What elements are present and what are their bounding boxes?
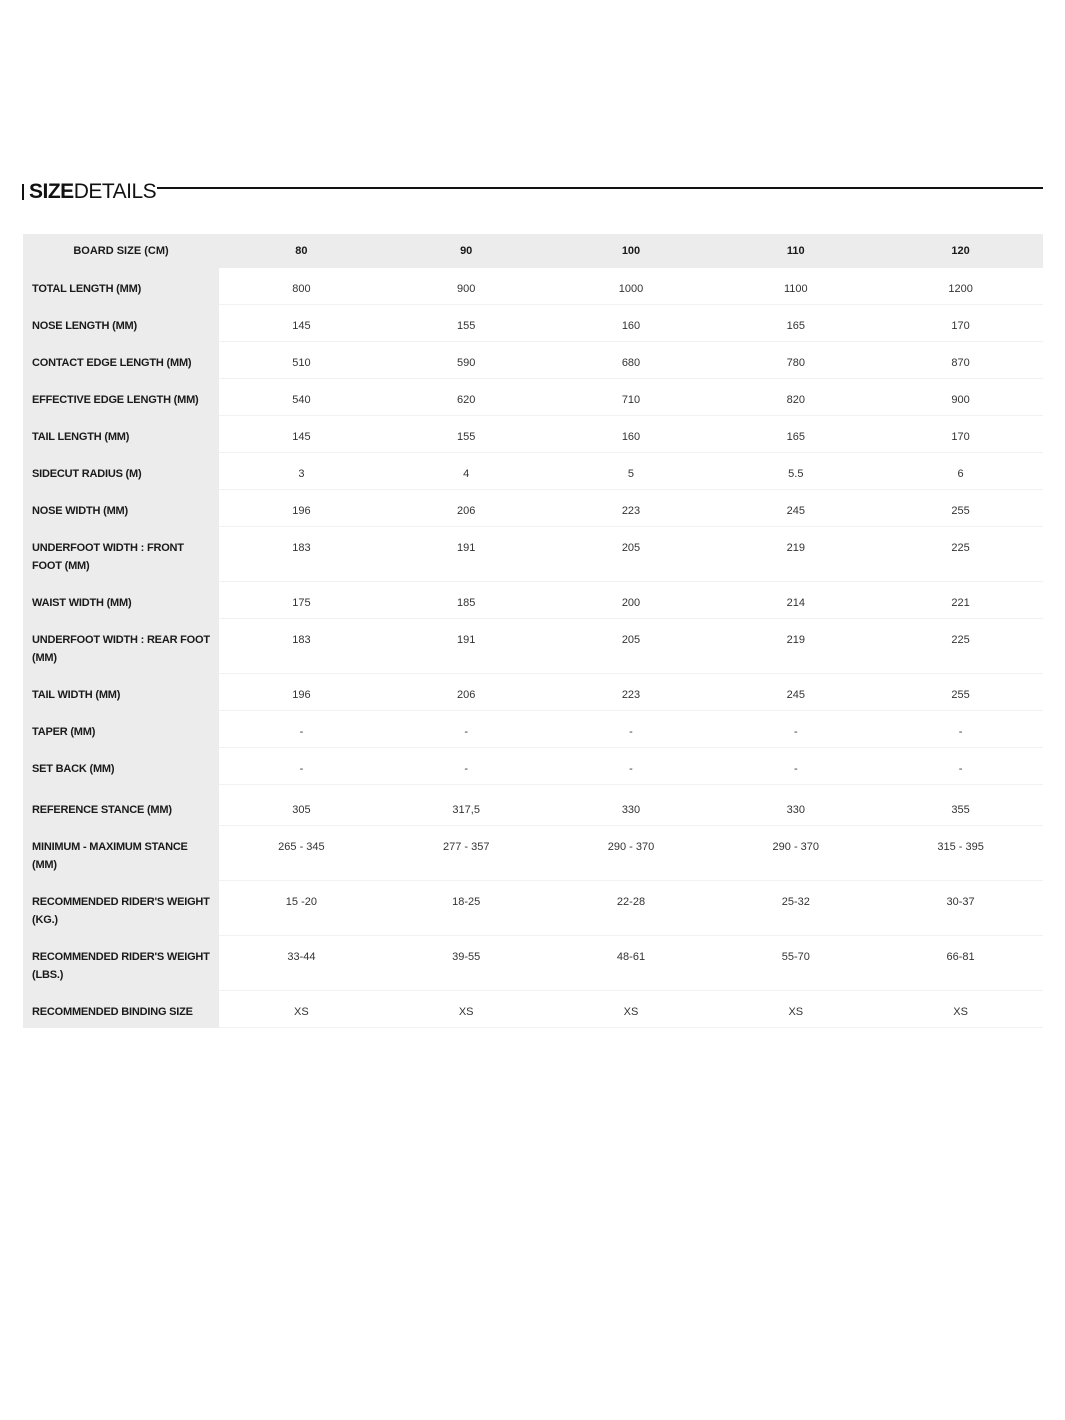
row-label: TAIL WIDTH (MM) bbox=[23, 674, 219, 711]
value-cell: - bbox=[549, 748, 714, 785]
value-cell: 48-61 bbox=[549, 936, 714, 991]
value-cell: 330 bbox=[713, 789, 878, 826]
value-cell: 183 bbox=[219, 527, 384, 582]
value-cell: XS bbox=[384, 991, 549, 1028]
value-cell: 820 bbox=[713, 379, 878, 416]
header-cell: 90 bbox=[384, 234, 549, 268]
value-cell: 191 bbox=[384, 527, 549, 582]
table-row bbox=[23, 991, 1043, 1028]
table-row bbox=[23, 674, 1043, 711]
value-cell: 30-37 bbox=[878, 881, 1043, 936]
value-cell: 55-70 bbox=[713, 936, 878, 991]
value-cell: 200 bbox=[549, 582, 714, 619]
value-cell: - bbox=[878, 711, 1043, 748]
row-label: REFERENCE STANCE (MM) bbox=[23, 789, 219, 826]
value-cell: 290 - 370 bbox=[713, 826, 878, 881]
value-cell: 1000 bbox=[549, 268, 714, 305]
row-label: RECOMMENDED RIDER'S WEIGHT (LBS.) bbox=[23, 936, 219, 991]
value-cell: 165 bbox=[713, 305, 878, 342]
value-cell: 355 bbox=[878, 789, 1043, 826]
value-cell: 185 bbox=[384, 582, 549, 619]
value-cell: 900 bbox=[384, 268, 549, 305]
value-cell: 160 bbox=[549, 305, 714, 342]
value-cell: 39-55 bbox=[384, 936, 549, 991]
value-cell: 1200 bbox=[878, 268, 1043, 305]
value-cell: 780 bbox=[713, 342, 878, 379]
value-cell: 205 bbox=[549, 619, 714, 674]
value-cell: - bbox=[219, 711, 384, 748]
title-marker bbox=[22, 184, 24, 200]
value-cell: - bbox=[219, 748, 384, 785]
value-cell: 175 bbox=[219, 582, 384, 619]
table-row bbox=[23, 936, 1043, 991]
title-light: DETAILS bbox=[73, 180, 157, 203]
row-label: RECOMMENDED BINDING SIZE bbox=[23, 991, 219, 1028]
row-label: TOTAL LENGTH (MM) bbox=[23, 268, 219, 305]
row-label: TAPER (MM) bbox=[23, 711, 219, 748]
title-bold: SIZE bbox=[29, 180, 74, 203]
value-cell: 206 bbox=[384, 674, 549, 711]
value-cell: 183 bbox=[219, 619, 384, 674]
value-cell: 155 bbox=[384, 305, 549, 342]
value-cell: 221 bbox=[878, 582, 1043, 619]
value-cell: 170 bbox=[878, 305, 1043, 342]
value-cell: 205 bbox=[549, 527, 714, 582]
value-cell: 219 bbox=[713, 527, 878, 582]
table-row bbox=[23, 582, 1043, 619]
value-cell: 5.5 bbox=[713, 453, 878, 490]
row-label: TAIL LENGTH (MM) bbox=[23, 416, 219, 453]
table-row bbox=[23, 711, 1043, 748]
table-row bbox=[23, 490, 1043, 527]
table-row bbox=[23, 527, 1043, 582]
row-label: RECOMMENDED RIDER'S WEIGHT (KG.) bbox=[23, 881, 219, 936]
section-title bbox=[22, 178, 156, 206]
value-cell: 225 bbox=[878, 619, 1043, 674]
value-cell: 245 bbox=[713, 674, 878, 711]
value-cell: 206 bbox=[384, 490, 549, 527]
table-row bbox=[23, 305, 1043, 342]
row-label: NOSE WIDTH (MM) bbox=[23, 490, 219, 527]
table-row bbox=[23, 453, 1043, 490]
value-cell: 5 bbox=[549, 453, 714, 490]
value-cell: 510 bbox=[219, 342, 384, 379]
value-cell: 170 bbox=[878, 416, 1043, 453]
table-row bbox=[23, 748, 1043, 785]
value-cell: 540 bbox=[219, 379, 384, 416]
value-cell: 219 bbox=[713, 619, 878, 674]
value-cell: 155 bbox=[384, 416, 549, 453]
value-cell: 1100 bbox=[713, 268, 878, 305]
value-cell: 196 bbox=[219, 490, 384, 527]
value-cell: 22-28 bbox=[549, 881, 714, 936]
table-row bbox=[23, 379, 1043, 416]
value-cell: 225 bbox=[878, 527, 1043, 582]
row-label: NOSE LENGTH (MM) bbox=[23, 305, 219, 342]
title-divider bbox=[157, 187, 1043, 189]
row-label: UNDERFOOT WIDTH : REAR FOOT (MM) bbox=[23, 619, 219, 674]
value-cell: 255 bbox=[878, 674, 1043, 711]
value-cell: - bbox=[878, 748, 1043, 785]
value-cell: 191 bbox=[384, 619, 549, 674]
value-cell: 145 bbox=[219, 416, 384, 453]
row-label: CONTACT EDGE LENGTH (MM) bbox=[23, 342, 219, 379]
header-cell: BOARD SIZE (CM) bbox=[23, 234, 219, 268]
value-cell: 223 bbox=[549, 674, 714, 711]
value-cell: 800 bbox=[219, 268, 384, 305]
value-cell: 317,5 bbox=[384, 789, 549, 826]
value-cell: 315 - 395 bbox=[878, 826, 1043, 881]
value-cell: - bbox=[713, 748, 878, 785]
header-cell: 80 bbox=[219, 234, 384, 268]
row-label: WAIST WIDTH (MM) bbox=[23, 582, 219, 619]
value-cell: 3 bbox=[219, 453, 384, 490]
value-cell: 305 bbox=[219, 789, 384, 826]
table-row bbox=[23, 619, 1043, 674]
value-cell: 290 - 370 bbox=[549, 826, 714, 881]
value-cell: 196 bbox=[219, 674, 384, 711]
value-cell: 25-32 bbox=[713, 881, 878, 936]
value-cell: 6 bbox=[878, 453, 1043, 490]
value-cell: XS bbox=[549, 991, 714, 1028]
value-cell: 18-25 bbox=[384, 881, 549, 936]
value-cell: 165 bbox=[713, 416, 878, 453]
header-cell: 120 bbox=[878, 234, 1043, 268]
value-cell: 223 bbox=[549, 490, 714, 527]
row-label: SIDECUT RADIUS (M) bbox=[23, 453, 219, 490]
value-cell: 620 bbox=[384, 379, 549, 416]
value-cell: 66-81 bbox=[878, 936, 1043, 991]
header-cell: 100 bbox=[549, 234, 714, 268]
row-label: UNDERFOOT WIDTH : FRONT FOOT (MM) bbox=[23, 527, 219, 582]
table-row bbox=[23, 881, 1043, 936]
value-cell: - bbox=[384, 748, 549, 785]
value-cell: - bbox=[549, 711, 714, 748]
row-label: SET BACK (MM) bbox=[23, 748, 219, 785]
value-cell: - bbox=[384, 711, 549, 748]
value-cell: XS bbox=[878, 991, 1043, 1028]
value-cell: 710 bbox=[549, 379, 714, 416]
row-label: EFFECTIVE EDGE LENGTH (MM) bbox=[23, 379, 219, 416]
value-cell: 33-44 bbox=[219, 936, 384, 991]
value-cell: 145 bbox=[219, 305, 384, 342]
table-row bbox=[23, 342, 1043, 379]
value-cell: 255 bbox=[878, 490, 1043, 527]
value-cell: 15 -20 bbox=[219, 881, 384, 936]
value-cell: 214 bbox=[713, 582, 878, 619]
value-cell: 680 bbox=[549, 342, 714, 379]
value-cell: 590 bbox=[384, 342, 549, 379]
value-cell: XS bbox=[219, 991, 384, 1028]
table-row bbox=[23, 789, 1043, 826]
table-header-row bbox=[23, 234, 1043, 268]
value-cell: XS bbox=[713, 991, 878, 1028]
value-cell: 4 bbox=[384, 453, 549, 490]
value-cell: 870 bbox=[878, 342, 1043, 379]
size-details-table bbox=[23, 234, 1043, 1028]
table-row bbox=[23, 416, 1043, 453]
value-cell: 265 - 345 bbox=[219, 826, 384, 881]
value-cell: 245 bbox=[713, 490, 878, 527]
value-cell: 900 bbox=[878, 379, 1043, 416]
header-cell: 110 bbox=[713, 234, 878, 268]
table-row bbox=[23, 826, 1043, 881]
value-cell: 160 bbox=[549, 416, 714, 453]
value-cell: - bbox=[713, 711, 878, 748]
value-cell: 330 bbox=[549, 789, 714, 826]
row-label: MINIMUM - MAXIMUM STANCE (MM) bbox=[23, 826, 219, 881]
value-cell: 277 - 357 bbox=[384, 826, 549, 881]
table-row bbox=[23, 268, 1043, 305]
